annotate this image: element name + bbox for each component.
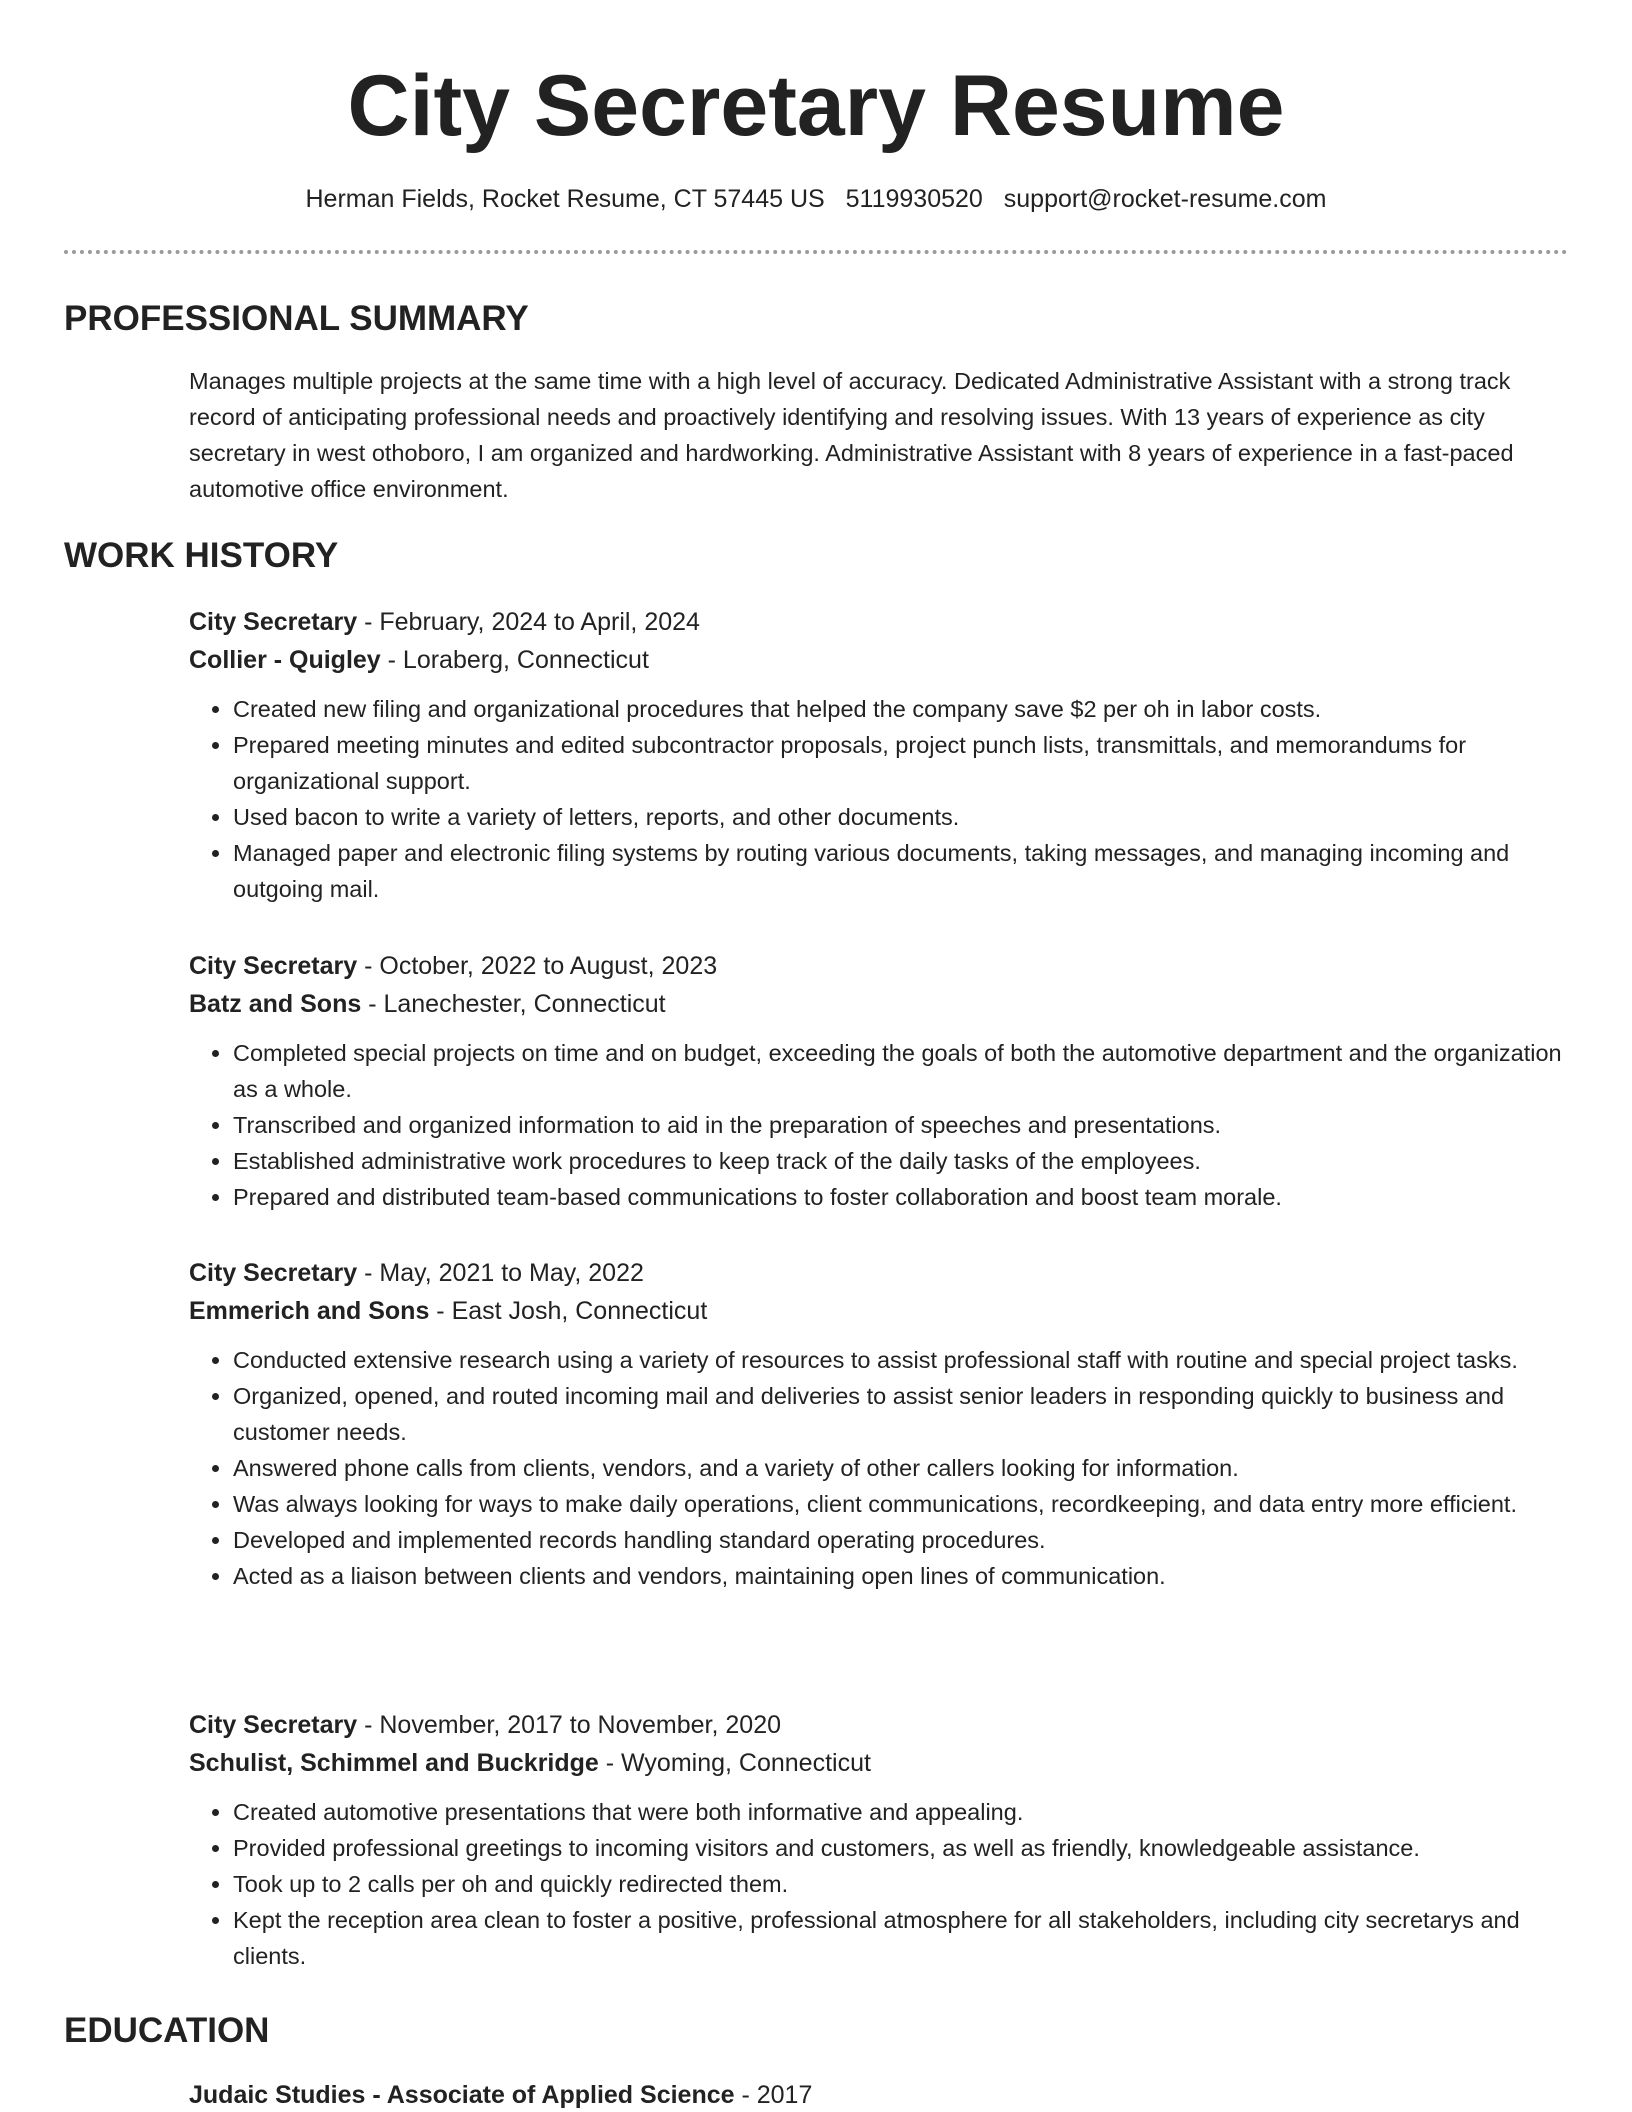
job-title-line (189, 603, 1569, 641)
job-duties (189, 1035, 1569, 1215)
duty-item: • Developed and implemented records handling standard operating procedures. (233, 1522, 1569, 1558)
job-location: - Loraberg, Connecticut (380, 646, 649, 674)
education-line (189, 2076, 1569, 2112)
header-divider (64, 250, 1568, 254)
job-dates: - October, 2022 to August, 2023 (357, 952, 718, 980)
job-entry (189, 1706, 1569, 1974)
job-duties (189, 1794, 1569, 1974)
duty-item: • Prepared and distributed team-based communications to foster collaboration and boost team morale. (233, 1179, 1569, 1215)
contact-line (0, 181, 1632, 217)
contact-address: Herman Fields, Rocket Resume, CT 57445 US (305, 185, 825, 213)
job-entry (189, 947, 1569, 1215)
job-company: Schulist, Schimmel and Buckridge (189, 1749, 599, 1777)
job-title-line (189, 1254, 1569, 1292)
contact-phone: 5119930520 (845, 185, 983, 213)
contact-email: support@rocket-resume.com (1003, 185, 1327, 213)
job-dates: - May, 2021 to May, 2022 (357, 1259, 644, 1287)
duty-item: • Answered phone calls from clients, vendors, and a variety of other callers looking for information. (233, 1450, 1569, 1486)
summary-heading: PROFESSIONAL SUMMARY (64, 299, 529, 338)
job-entry (189, 603, 1569, 907)
duty-item: • Created automotive presentations that were both informative and appealing. (233, 1794, 1569, 1830)
education-entry (189, 2076, 1569, 2112)
education-heading: EDUCATION (64, 2011, 270, 2050)
job-company-line (189, 1292, 1569, 1330)
education-year: - 2017 (734, 2081, 813, 2109)
job-title: City Secretary (189, 952, 358, 980)
duty-item: • Completed special projects on time and on budget, exceeding the goals of both the automotive department and the organization as a whole. (233, 1035, 1569, 1107)
job-location: - Wyoming, Connecticut (598, 1749, 871, 1777)
job-company: Emmerich and Sons (189, 1297, 430, 1325)
job-title: City Secretary (189, 1711, 358, 1739)
job-dates: - February, 2024 to April, 2024 (357, 608, 700, 636)
job-title: City Secretary (189, 608, 358, 636)
duty-item: • Transcribed and organized information to aid in the preparation of speeches and presentations. (233, 1107, 1569, 1143)
job-company: Collier - Quigley (189, 646, 381, 674)
job-dates: - November, 2017 to November, 2020 (357, 1711, 782, 1739)
duty-item: • Used bacon to write a variety of letters, reports, and other documents. (233, 799, 1569, 835)
job-duties (189, 691, 1569, 907)
job-title: City Secretary (189, 1259, 358, 1287)
duty-item: • Took up to 2 calls per oh and quickly redirected them. (233, 1866, 1569, 1902)
summary-text: Manages multiple projects at the same time with a high level of accuracy. Dedicated Administrative Assistant with a strong track record of anticipating professional needs and proactively identifying and resolving issues. With 13 years of experience as city secretary in west othoboro, I am organized and hardworking. Administrative Assistant with 8 years of experience in a fast-paced automotive office environment. (189, 368, 1514, 502)
duty-item: • Provided professional greetings to incoming visitors and customers, as well as friendly, knowledgeable assistance. (233, 1830, 1569, 1866)
summary-block (189, 363, 1559, 507)
duty-item: • Organized, opened, and routed incoming mail and deliveries to assist senior leaders in responding quickly to business and customer needs. (233, 1378, 1569, 1450)
resume-title: City Secretary Resume (347, 58, 1285, 154)
job-entry (189, 1254, 1569, 1594)
duty-item: • Created new filing and organizational procedures that helped the company save $2 per oh in labor costs. (233, 691, 1569, 727)
duty-item: • Managed paper and electronic filing systems by routing various documents, taking messages, and managing incoming and outgoing mail. (233, 835, 1569, 907)
job-company-line (189, 1744, 1569, 1782)
duty-item: • Conducted extensive research using a variety of resources to assist professional staff with routine and special project tasks. (233, 1342, 1569, 1378)
duty-item: • Kept the reception area clean to foster a positive, professional atmosphere for all stakeholders, including city secretarys and clients. (233, 1902, 1569, 1974)
work-history-heading: WORK HISTORY (64, 536, 339, 575)
duty-item: • Was always looking for ways to make daily operations, client communications, recordkeeping, and data entry more efficient. (233, 1486, 1569, 1522)
education-degree: Judaic Studies - Associate of Applied Science (189, 2081, 735, 2109)
job-company-line (189, 641, 1569, 679)
job-location: - East Josh, Connecticut (429, 1297, 708, 1325)
job-company: Batz and Sons (189, 990, 362, 1018)
duty-item: • Acted as a liaison between clients and vendors, maintaining open lines of communication. (233, 1558, 1569, 1594)
duty-item: • Prepared meeting minutes and edited subcontractor proposals, project punch lists, transmittals, and memorandums for organizational support. (233, 727, 1569, 799)
duty-item: • Established administrative work procedures to keep track of the daily tasks of the employees. (233, 1143, 1569, 1179)
job-duties (189, 1342, 1569, 1594)
job-title-line (189, 1706, 1569, 1744)
job-company-line (189, 985, 1569, 1023)
job-location: - Lanechester, Connecticut (361, 990, 666, 1018)
job-title-line (189, 947, 1569, 985)
